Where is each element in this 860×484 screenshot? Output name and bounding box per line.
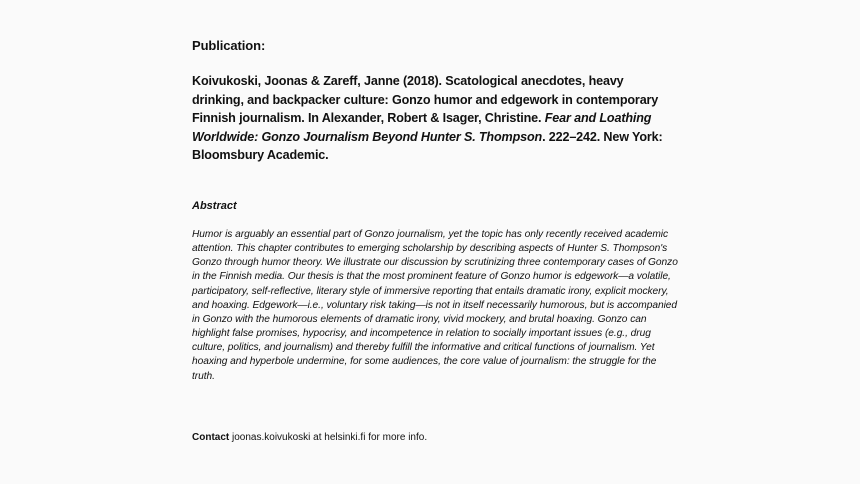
contact-label: Contact [192,432,230,443]
abstract-heading: Abstract [192,200,237,212]
citation-book-title: Fear and Loathing Worldwide: Gonzo Journalism Beyond Hunter S. Thompson [192,111,652,144]
contact-line [192,432,427,443]
citation [192,72,672,165]
citation-pages-publisher: . 222–242. New York: Bloomsbury Academic. [192,129,663,163]
publication-heading: Publication: [192,38,266,53]
citation-authors-and-chapter: Koivukoski, Joonas & Zareff, Janne (2018). Scatological anecdotes, heavy drinking, and backpacker culture: Gonzo humor and edgework in contemporary Finnish journalism. In Alexander, Robert & Isager, Christine. [192,74,659,126]
abstract-body: Humor is arguably an essential part of Gonzo journalism, yet the topic has only recently received academic attention. This chapter contributes to emerging scholarship by describing aspects of Hunter S. Thompson's Gonzo through humor theory. We illustrate our discussion by scrutinizing three contemporary cases of Gonzo in the Finnish media. Our thesis is that the most prominent feature of Gonzo humor is edgework—a volatile, participatory, self-reflective, literary style of immersive reporting that entails dramatic irony, explicit mockery, and hoaxing. Edgework—i.e., voluntary risk taking—is not in itself necessarily humorous, but is accompanied in Gonzo with the humorous elements of dramatic irony, vivid mockery, and brutal hoaxing. Gonzo can highlight false promises, hypocrisy, and incompetence in relation to socially important issues (e.g., drug culture, politics, and journalism) and thereby fulfill the informative and critical functions of journalism. Yet hoaxing and hyperbole undermine, for some audiences, the core value of journalism: the struggle for the truth. [192,229,678,382]
contact-text: joonas.koivukoski at helsinki.fi for more info. [229,432,428,443]
